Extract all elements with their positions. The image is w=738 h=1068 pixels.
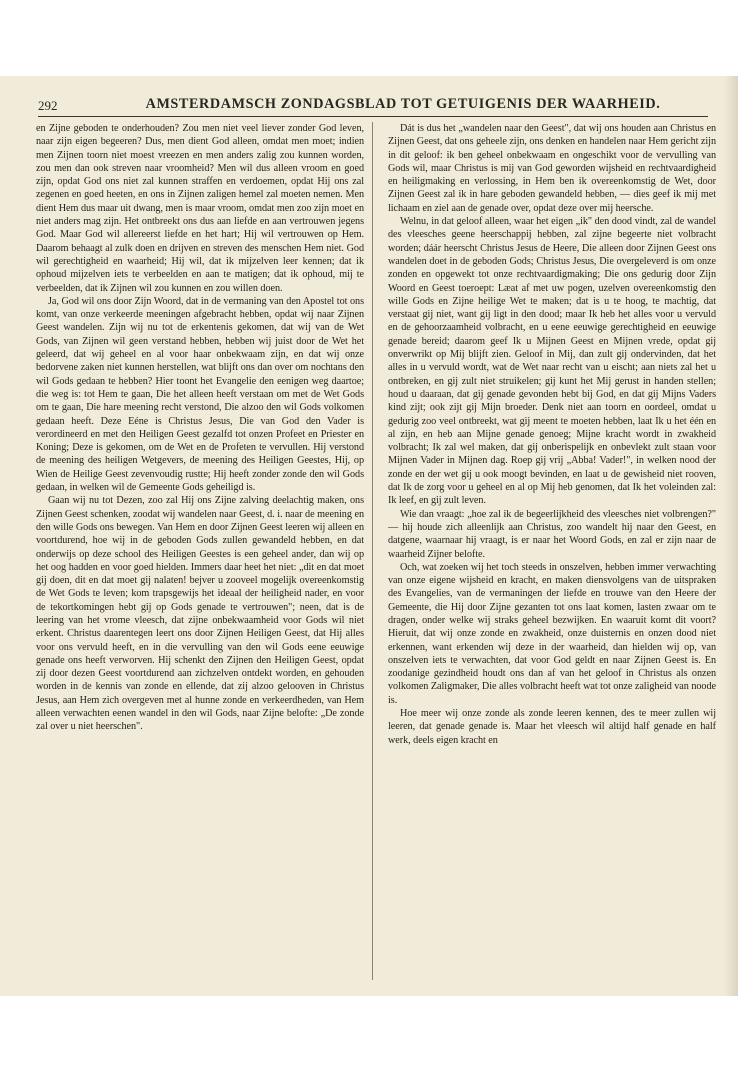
- paragraph: Och, wat zoeken wij het toch steeds in onszelven, hebben immer verwachting van onze eigene wijsheid en kracht, en maken diensvolgens van de uitspraken des Evangelies, van de vermaningen der liefde en trouwe van den Heere der Gemeente, die Hij door Zijne gezanten tot ons laat komen, lasten zwaar om te dragen, onder welke wij straks geheel bezwijken. En waaruit komt dit voort? Hieruit, dat wij onze zonde en zwakheid, onze duisternis en onzen dood niet erkennen, want erkenden wij deze in der waarheid, dan hielden wij op, van onszelven iets te verwachten, dat voor God geldt en naar Zijnen Geest is. En zoodanige gezindheid houdt ons dan af van het geloof in Christus als onzen volkomen Zaligmaker, Die alles volbracht heeft wat tot onze zaligheid van noode is.: [388, 561, 716, 706]
- paragraph: Ja, God wil ons door Zijn Woord, dat in de vermaning van den Apostel tot ons komt, van onze verkeerde meeningen afgebracht hebben, opdat wij naar Zijnen Geest wandelen. Zijn wij nu tot de erkentenis gekomen, dat wij van de Wet Gods, van Zijnen wil geen verstand hebben, hebben wij juist door de Wet het geleerd, dat wij geheel en al voor haar onbekwaam zijn, en dat wij onze bedorvene zaken niet kunnen herstellen, wat blijft ons dan over om nochtans den wil Gods gedaan te hebben? Hier toont het Evangelie den eenigen weg daartoe; die weg is: tot Hem te gaan, Die het alleen heeft verstaan om met de Wet Gods om te gaan, Die hare meening recht verstond, Die alzoo den wil Gods volkomen gedaan heeft. Deze Eéne is Christus Jesus, Die van God den Vader is verordineerd en met den Heiligen Geest gezalfd tot onzen Profeet en Priester en Koning; Deze is gekomen, om de Wet en de Profeten te vervullen. Hij verstond de meening des heiligen Wetgevers, de meening des Heiligen Geestes, Hij, op Wien de Heilige Geest zevenvoudig rustte; Hij heeft zonder zonde den wil Gods gedaan, in welken wil de Gemeente Gods geheiligd is.: [36, 295, 364, 494]
- paragraph: Wie dan vraagt: „hoe zal ik de begeerlijkheid des vleesches niet volbrengen?" — hij houde zich alleenlijk aan Christus, zoo wandelt hij naar den Geest, en datgene, waarnaar hij vraagt, is er naar het Woord Gods, en zal er zijn naar de waarheid Zijner belofte.: [388, 508, 716, 560]
- paragraph: Dát is dus het „wandelen naar den Geest", dat wij ons houden aan Christus en Zijnen Geest, dat ons geheele zijn, ons denken en handelen naar Hem gericht zijn in dit geloof: ik ben geheel onbekwaam en ongeschikt voor de vervulling van Gods wil, maar Christus is mij van God geworden wijsheid en rechtvaardigheid en heiligmaking en verlossing, in Hem ben ik overeenkomstig de Wet, door Zijnen Geest zal ik in hare geboden gewandeld hebben, — dies geef ik mij met lichaam en ziel aan de genade over, opdat deze over mij heersche.: [388, 123, 716, 214]
- paragraph: Welnu, in dat geloof alleen, waar het eigen „ik" den dood vindt, zal de wandel des vleesches geene heerschappij hebben, zal zijne begeerte niet volbracht worden; dáár heerscht Christus Jesus de Heere, Die alleen door Zijnen Geest ons wandelen doet in de geboden Gods; Christus Jesus, Die overgeleverd is om onze zonden en opgewekt tot onze rechtvaardigmaking; Die ons gedurig door Zijn Woord en Geest toeroept: Læat af met uw pogen, uzelven overeenkomstig den wille Gods en Zijne heilige Wet te maken; dat is u te hoog, te machtig, dat verstaat gij niet, want gij ligt in den dood; maar Ik heb het alles voor u vervuld en de gehoorzaamheid volbracht, en u eene eeuwige gerechtigheid en eeuwige genade bereid; daarom geef Ik u Mijnen Geest en Mijnen vrede, opdat gij onverwrikt op Mij blijft zien. Geloof in Mij, dan zult gij ondervinden, dat het alles in u vervuld wordt, wat de Wet naar recht van u eischt; aan niets zal het u ontbreken, en gij zult niet struikelen; gij kunt het Mij gerust in handen stellen; houd u daaraan, dat gij genade gevonden hebt bij God, en dat gij Mijns Vaders kind zijt; ook zijt gij Mijn broeder. Denk niet aan toorn en oordeel, omdat u gedurig zoo veel ontbreekt, wat gij meent te moeten hebben, laat Ik u het één en al zijn, en heb aan Mijne genade genoeg; Mijne kracht wordt in zwakheid volbracht; Ik zal wel maken, dat gij onberispelijk en onbevlekt zult staan voor Mijnen Vader in Mijnen dag. Roep gij vrij „Abba! Vader!", in welken nood der zonde en der wet gij u ook moogt bevinden, en laat u de gewisheid niet rooven, dat Ik de zorg voor u geheel en al op Mij heb genomen, dat Ik het voleinden zal: Ik leef, en gij zult leven.: [388, 216, 716, 507]
- page-number: 292: [38, 98, 58, 113]
- page-header: [38, 94, 708, 116]
- running-title: AMSTERDAMSCH ZONDAGSBLAD TOT GETUIGENIS DER WAARHEID.: [145, 96, 661, 112]
- book-page: [0, 76, 738, 996]
- paragraph: Gaan wij nu tot Dezen, zoo zal Hij ons Zijne zalving deelachtig maken, ons Zijnen Geest schenken, zoodat wij wandelen naar Geest, d. i. naar de meening en den wille Gods ons bewegen. Van Hem en door Zijnen Geest leeren wij alleen en voortdurend, hoe wij in de geboden Gods zullen gewandeld hebben, en dat onderwijs op deze school des Heiligen Geestes is een geheel ander, dan wij op het oog hadden en voor goed hielden. Immers daar heet het niet: „dit en dat moet gij doen, dit en dat moet gij nalaten! bejver u zooveel mogelijk overeenkomstig de Wet Gods te leven; kom trapsgewijs het ideaal der heiligheid nader, en voor de tekortkomingen hebt gij op Gods genade te vertrouwen"; neen, dat is de leering van het vrome vleesch, dat zijne onbekwaamheid voor Gods wil niet erkent. Christus daarentegen leert ons door Zijnen Heiligen Geest, dat Hij alles voor ons vervuld heeft, en in die vervulling van den wil Gods eene eeuwige genade ons heeft verworven. Hij schenkt den Zijnen den Heiligen Geest, opdat zij door dezen Geest voortdurend aan zichzelven ontdekt worden, en gehouden worden in de kennis van zonde en ellende, dat zij alzoo gelooven in Christus Jesus, aan Hem zich overgeven met al hunne zonde en verkeerdheden, van Hem alleen verwachten eenen wandel in den wil Gods, naar Zijne belofte: „De zonde zal over u niet heerschen".: [36, 495, 364, 733]
- left-column: [36, 122, 364, 982]
- page-edge-shadow: [724, 76, 738, 996]
- right-column: [388, 122, 716, 982]
- header-rule: [38, 116, 708, 117]
- column-divider: [372, 122, 373, 980]
- paragraph: en Zijne geboden te onderhouden? Zou men niet veel liever zonder God leven, naar zijn eigen begeeren? Dus, men dient God alleen, omdat men moet; indien men Zijnen toorn niet moest vreezen en men anders zalig zou kunnen worden, zou men dan ook streven naar vroomheid? Men wil dus alleen vroom en goed zijn, opdat God ons niet zal kunnen straffen en verdoemen, opdat Hij ons zal zegenen en goed heeten, en ons in Zijnen zaligen hemel zal moeten nemen. Men dient Hem dus maar uit dwang, men is maar vroom, omdat men zoo zijn moet en niet anders mag zijn. Het ontbreekt ons dus aan liefde en aan vertrouwen jegens God. Maar God wil allereerst liefde en het hart; Hij wil vertrouwen op Hem. Daarom behaagt al zulk doen en drijven en streven des menschen Hem niet. God wil gerechtigheid en waarheid; Hij wil, dat ik mijzelven leer kennen; dat ik ophoud mijzelven iets te verbeelden en aan te matigen; dat ik ophoud, mij te verbeelden, dat ik Zijnen wil zou kunnen en zou willen doen.: [36, 123, 364, 294]
- paragraph: Hoe meer wij onze zonde als zonde leeren kennen, des te meer zullen wij leeren, dat genade genade is. Maar het vleesch wil altijd half genade en half werk, deels eigen kracht en: [388, 708, 716, 746]
